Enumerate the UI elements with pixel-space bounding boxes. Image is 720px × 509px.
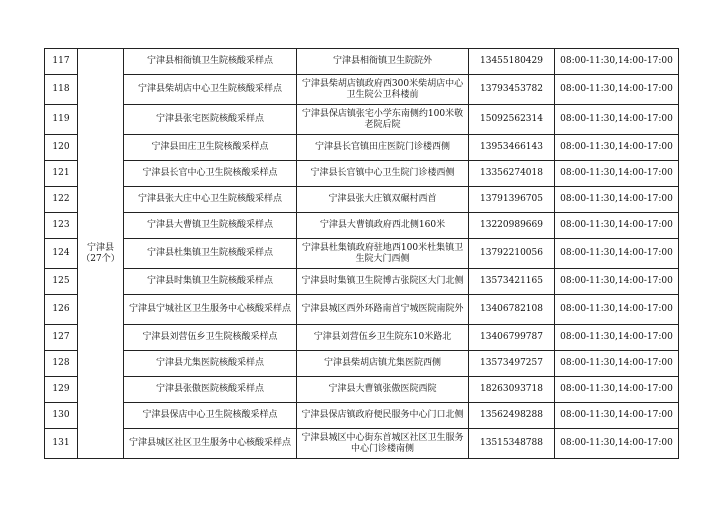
site-name-cell: 宁津县田庄卫生院核酸采样点: [124, 135, 297, 161]
hours-cell: 08:00-11:30,14:00-17:00: [555, 325, 679, 351]
table-row: [45, 49, 679, 75]
hours-cell: 08:00-11:30,14:00-17:00: [555, 213, 679, 239]
table-body: [45, 49, 679, 459]
phone-cell: 13793453782: [469, 75, 555, 105]
site-address-cell: 宁津县刘营伍乡卫生院东10米路北: [297, 325, 469, 351]
phone-cell: 13220989669: [469, 213, 555, 239]
hours-cell: 08:00-11:30,14:00-17:00: [555, 269, 679, 295]
phone-cell: 13562498288: [469, 403, 555, 429]
hours-cell: 08:00-11:30,14:00-17:00: [555, 377, 679, 403]
site-address-cell: 宁津县相衙镇卫生院院外: [297, 49, 469, 75]
row-number: 123: [45, 213, 78, 239]
phone-cell: 13356274018: [469, 161, 555, 187]
site-name-cell: 宁津县相衙镇卫生院核酸采样点: [124, 49, 297, 75]
site-address-cell: 宁津县长官镇中心卫生院门诊楼西侧: [297, 161, 469, 187]
row-number: 129: [45, 377, 78, 403]
hours-cell: 08:00-11:30,14:00-17:00: [555, 75, 679, 105]
site-name-cell: 宁津县张大庄中心卫生院核酸采样点: [124, 187, 297, 213]
site-name-cell: 宁津县杜集镇卫生院核酸采样点: [124, 239, 297, 269]
hours-cell: 08:00-11:30,14:00-17:00: [555, 295, 679, 325]
row-number: 122: [45, 187, 78, 213]
row-number: 131: [45, 429, 78, 459]
site-address-cell: 宁津县长官镇田庄医院门诊楼西侧: [297, 135, 469, 161]
site-name-cell: 宁津县保店中心卫生院核酸采样点: [124, 403, 297, 429]
table-row: [45, 403, 679, 429]
row-number: 126: [45, 295, 78, 325]
phone-cell: 15092562314: [469, 105, 555, 135]
site-name-cell: 宁津县柴胡店中心卫生院核酸采样点: [124, 75, 297, 105]
table-row: [45, 213, 679, 239]
row-number: 119: [45, 105, 78, 135]
site-address-cell: 宁津县柴胡店镇尤集医院西侧: [297, 351, 469, 377]
table-row: [45, 429, 679, 459]
hours-cell: 08:00-11:30,14:00-17:00: [555, 49, 679, 75]
hours-cell: 08:00-11:30,14:00-17:00: [555, 161, 679, 187]
row-number: 130: [45, 403, 78, 429]
row-number: 120: [45, 135, 78, 161]
row-number: 124: [45, 239, 78, 269]
table-row: [45, 161, 679, 187]
table-row: [45, 75, 679, 105]
table-row: [45, 239, 679, 269]
phone-cell: 13573497257: [469, 351, 555, 377]
table-row: [45, 377, 679, 403]
hours-cell: 08:00-11:30,14:00-17:00: [555, 403, 679, 429]
row-number: 121: [45, 161, 78, 187]
phone-cell: 13515348788: [469, 429, 555, 459]
site-name-cell: 宁津县时集镇卫生院核酸采样点: [124, 269, 297, 295]
site-address-cell: 宁津县城区西外环路南首宁城医院南院外: [297, 295, 469, 325]
row-number: 128: [45, 351, 78, 377]
table-row: [45, 351, 679, 377]
phone-cell: 13792210056: [469, 239, 555, 269]
site-address-cell: 宁津县城区中心街东首城区社区卫生服务中心门诊楼南侧: [297, 429, 469, 459]
table-row: [45, 105, 679, 135]
site-name-cell: 宁津县宁城社区卫生服务中心核酸采样点: [124, 295, 297, 325]
phone-cell: 13406799787: [469, 325, 555, 351]
site-address-cell: 宁津县张大庄镇双碾村西首: [297, 187, 469, 213]
county-name: 宁津县: [86, 242, 114, 253]
site-address-cell: 宁津县杜集镇政府驻地西100米杜集镇卫生院大门西侧: [297, 239, 469, 269]
phone-cell: 13791396705: [469, 187, 555, 213]
phone-cell: 13573421165: [469, 269, 555, 295]
phone-cell: 13406782108: [469, 295, 555, 325]
hours-cell: 08:00-11:30,14:00-17:00: [555, 351, 679, 377]
site-name-cell: 宁津县城区社区卫生服务中心核酸采样点: [124, 429, 297, 459]
site-name-cell: 宁津县张傲医院核酸采样点: [124, 377, 297, 403]
table-row: [45, 295, 679, 325]
table-row: [45, 187, 679, 213]
table-row: [45, 135, 679, 161]
hours-cell: 08:00-11:30,14:00-17:00: [555, 239, 679, 269]
site-name-cell: 宁津县大曹镇卫生院核酸采样点: [124, 213, 297, 239]
site-name-cell: 宁津县张宅医院核酸采样点: [124, 105, 297, 135]
site-address-cell: 宁津县大曹镇政府西北侧160米: [297, 213, 469, 239]
county-count: （27个）: [81, 253, 120, 264]
phone-cell: 13953466143: [469, 135, 555, 161]
site-name-cell: 宁津县刘营伍乡卫生院核酸采样点: [124, 325, 297, 351]
table-row: [45, 325, 679, 351]
table-row: [45, 269, 679, 295]
site-address-cell: 宁津县时集镇卫生院博古张院区大门北侧: [297, 269, 469, 295]
row-number: 118: [45, 75, 78, 105]
site-name-cell: 宁津县尤集医院核酸采样点: [124, 351, 297, 377]
site-address-cell: 宁津县保店镇张宅小学东南侧约100米敬老院后院: [297, 105, 469, 135]
row-number: 127: [45, 325, 78, 351]
county-cell: [78, 49, 124, 459]
hours-cell: 08:00-11:30,14:00-17:00: [555, 429, 679, 459]
row-number: 117: [45, 49, 78, 75]
site-address-cell: 宁津县柴胡店镇政府西300米柴胡店中心卫生院公卫科楼前: [297, 75, 469, 105]
row-number: 125: [45, 269, 78, 295]
site-address-cell: 宁津县保店镇政府便民服务中心门口北侧: [297, 403, 469, 429]
phone-cell: 13455180429: [469, 49, 555, 75]
site-name-cell: 宁津县长官中心卫生院核酸采样点: [124, 161, 297, 187]
sampling-sites-table: [44, 48, 679, 459]
phone-cell: 18263093718: [469, 377, 555, 403]
hours-cell: 08:00-11:30,14:00-17:00: [555, 187, 679, 213]
hours-cell: 08:00-11:30,14:00-17:00: [555, 135, 679, 161]
site-address-cell: 宁津县大曹镇张傲医院西院: [297, 377, 469, 403]
hours-cell: 08:00-11:30,14:00-17:00: [555, 105, 679, 135]
